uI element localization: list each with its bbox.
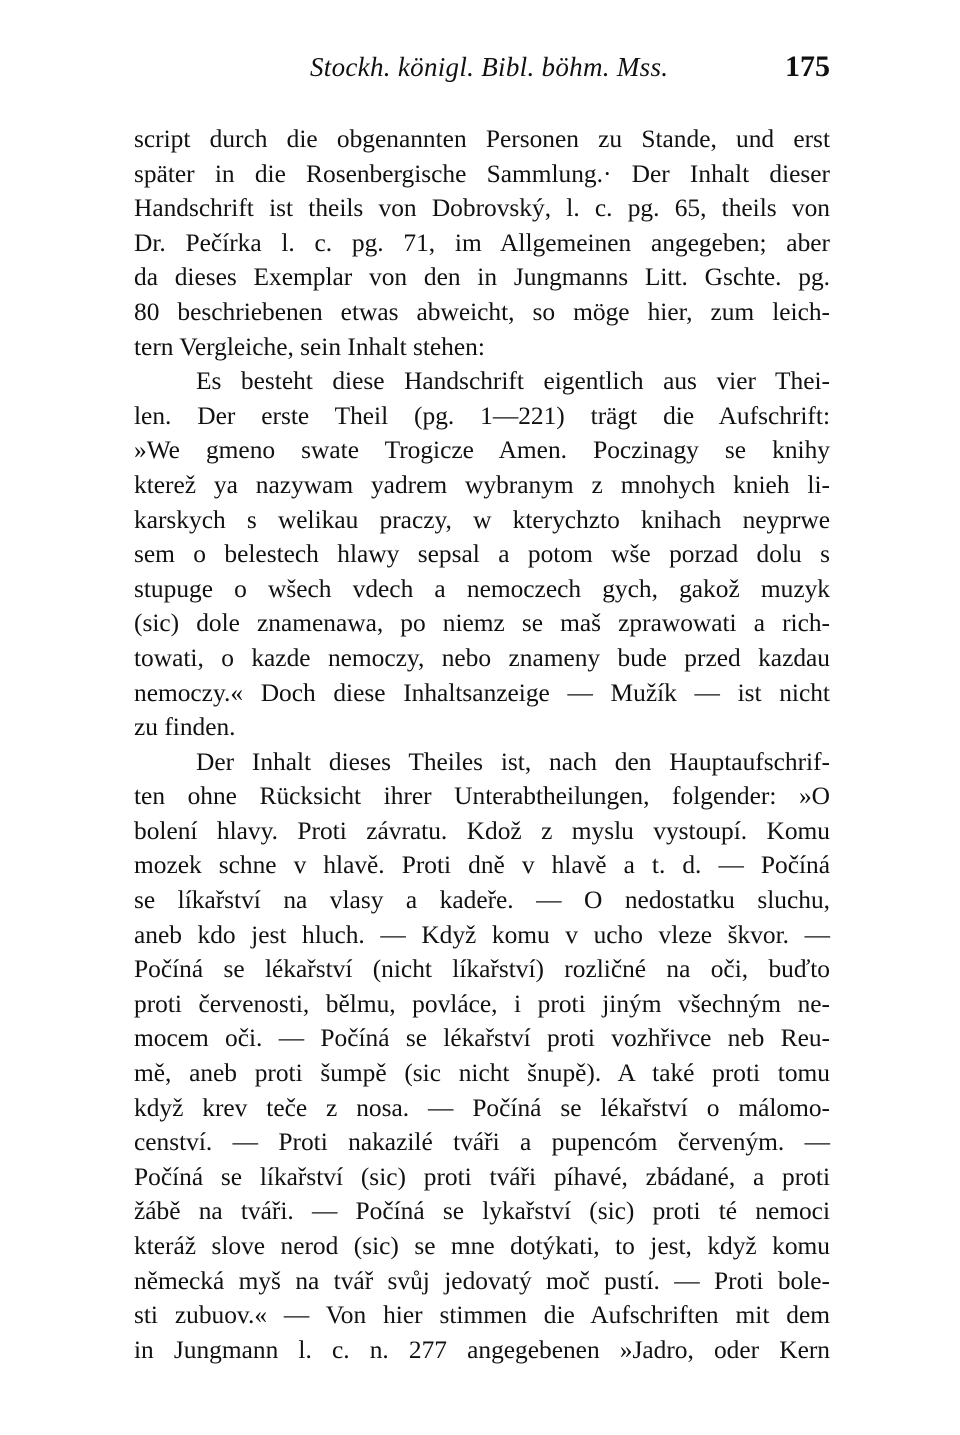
text-line: len. Der erste Theil (pg. 1—221) trägt die Aufschrift: [134, 401, 830, 430]
text-line: proti červenosti, bělmu, povláce, i proti jiným všechným ne- [134, 989, 830, 1018]
text-line: ten ohne Rücksicht ihrer Unterabtheilungen, folgender: »O [134, 782, 830, 811]
text-line: Dr. Pečírka l. c. pg. 71, im Allgemeinen angegeben; aber [134, 228, 830, 257]
text-line: script durch die obgenannten Personen zu Stande, und erst [134, 125, 830, 153]
text-line: Počíná se líkařství (sic) proti tváři píhavé, zbádané, a proti [134, 1162, 830, 1191]
page-number: 175 [785, 50, 830, 83]
text-line: später in die Rosenbergische Sammlung.· Der Inhalt dieser [134, 159, 830, 188]
text-line: kterež ya nazywam yadrem wybranym z mnohych knieh li- [134, 470, 830, 499]
text-line: se líkařství na vlasy a kadeře. — O nedostatku sluchu, [134, 886, 830, 915]
text-line: (sic) dole znamenawa, po niemz se maš zprawowati a rich- [134, 609, 830, 638]
text-line: stupuge o wšech vdech a nemoczech gych, gakož muzyk [134, 574, 830, 603]
text-line: 80 beschriebenen etwas abweicht, so möge hier, zum leich- [134, 297, 830, 326]
text-line: žábě na tváři. — Počíná se lykařství (sic) proti té nemoci [134, 1197, 830, 1226]
text-line: mozek schne v hlavě. Proti dně v hlavě a t. d. — Počíná [134, 851, 830, 880]
text-line: aneb kdo jest hluch. — Když komu v ucho vleze škvor. — [134, 920, 830, 949]
text-line: mocem oči. — Počíná se lékařství proti vozhřivce neb Reu- [134, 1024, 830, 1053]
text-line: kteráž slove nerod (sic) se mne dotýkati, to jest, když komu [134, 1232, 830, 1260]
page-header [134, 52, 830, 92]
text-line: towati, o kazde nemoczy, nebo znameny bude przed kazdau [134, 643, 830, 672]
text-line: Počíná se lékařství (nicht líkařství) rozličné na oči, buďto [134, 955, 830, 984]
text-line: sti zubuov.« — Von hier stimmen die Aufschriften mit dem [134, 1301, 830, 1330]
text-line: mě, aneb proti šumpě (sic nicht šnupě). A také proti tomu [134, 1059, 830, 1088]
text-line: Der Inhalt dieses Theiles ist, nach den Hauptaufschrif- [196, 747, 830, 776]
text-line: »We gmeno swate Trogicze Amen. Poczinagy se knihy [134, 436, 830, 465]
body-text [134, 122, 830, 1367]
text-line: sem o belestech hlawy sepsal a potom wše porzad dolu s [134, 540, 830, 569]
text-line: německá myš na tvář svůj jedovatý moč pustí. — Proti bole- [134, 1266, 830, 1295]
text-line: cenství. — Proti nakazilé tváři a pupencóm červeným. — [134, 1128, 830, 1157]
running-head: Stockh. königl. Bibl. böhm. Mss. [310, 52, 669, 82]
text-line: bolení hlavy. Proti závratu. Kdož z myslu vystoupí. Komu [134, 816, 830, 845]
text-line: tern Vergleiche, sein Inhalt stehen: [134, 332, 485, 361]
text-line: Handschrift ist theils von Dobrovský, l. c. pg. 65, theils von [134, 194, 830, 223]
text-line: když krev teče z nosa. — Počíná se lékařství o málomo- [134, 1093, 830, 1122]
text-line: Es besteht diese Handschrift eigentlich aus vier Thei- [196, 367, 830, 396]
text-line: da dieses Exemplar von den in Jungmanns Litt. Gschte. pg. [134, 263, 830, 292]
book-page [134, 52, 830, 1367]
text-line: karskych s welikau praczy, w kterychzto knihach neyprwe [134, 505, 830, 534]
text-line: nemoczy.« Doch diese Inhaltsanzeige — Mužík — ist nicht [134, 678, 830, 707]
text-line: zu finden. [134, 713, 236, 742]
text-line: in Jungmann l. c. n. 277 angegebenen »Jadro, oder Kern [134, 1335, 830, 1364]
